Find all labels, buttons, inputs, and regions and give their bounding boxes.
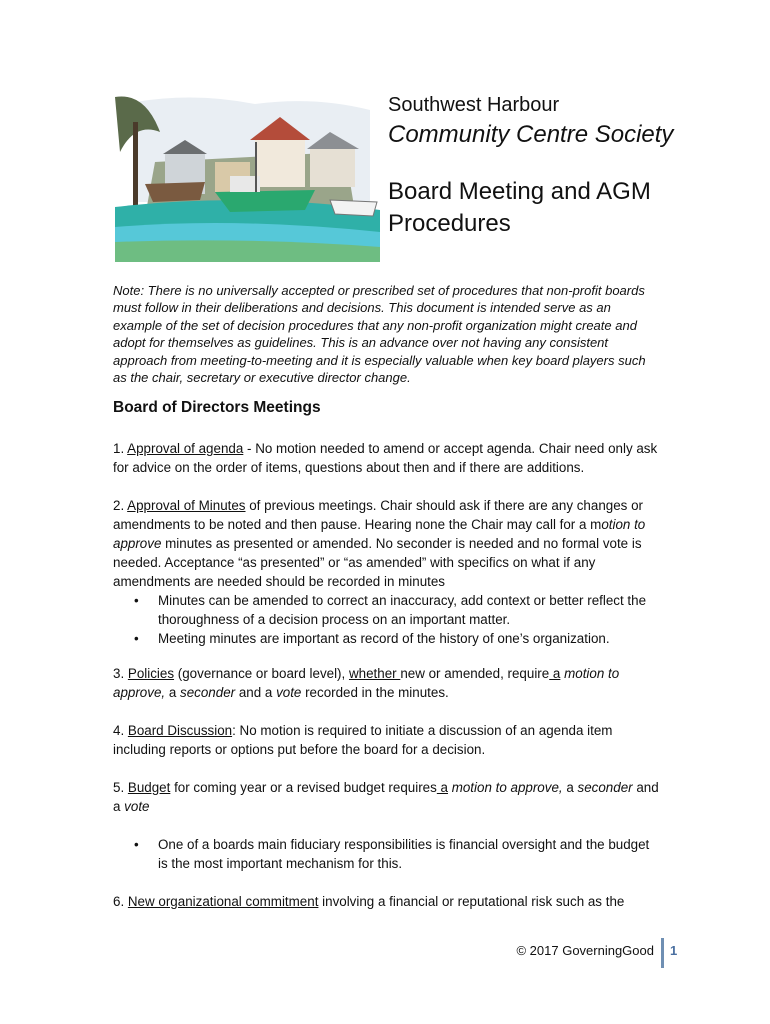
item-6 [113, 892, 661, 911]
item-link[interactable]: Approval of Minutes [127, 498, 246, 513]
item-number: 4. [113, 723, 128, 738]
item-link[interactable]: Board Discussion [127, 723, 233, 738]
item-italic: seconder [577, 780, 633, 795]
item-text: involving a financial or reputational risk such as the [318, 894, 625, 909]
item-italic: seconder [180, 685, 236, 700]
item-text: (governance or board level), [174, 666, 349, 681]
item-italic: otion to approve [113, 517, 646, 551]
item-number: 2. [113, 498, 128, 513]
item-link[interactable]: a [549, 666, 561, 681]
document-title: Board Meeting and AGM Procedures [388, 178, 651, 237]
item-text: of previous meetings. Chair should ask if there are any changes or amendments to be noted and then pause. Hearing none the Chair may call for a m [113, 498, 643, 532]
item-number: 3. [113, 666, 128, 681]
item-link[interactable]: a [436, 780, 448, 795]
item-text: a [165, 685, 181, 700]
item-link[interactable]: Budget [127, 780, 171, 795]
harbour-illustration [115, 92, 380, 262]
item-2-bullets [113, 591, 661, 648]
item-1 [113, 439, 661, 477]
item-italic: motion to approve, [113, 666, 620, 700]
item-italic: vote [124, 799, 150, 814]
item-link[interactable]: Approval of agenda [127, 441, 244, 456]
item-text: and a [113, 780, 659, 814]
org-name-line1: Southwest Harbour [388, 94, 560, 116]
footer-divider [661, 938, 664, 968]
item-3 [113, 664, 661, 702]
item-link[interactable]: Policies [127, 666, 175, 681]
footer-copyright: © 2017 GoverningGood [516, 943, 654, 958]
page-number: 1 [670, 943, 678, 958]
item-5 [113, 778, 661, 873]
item-link[interactable]: whether [348, 666, 401, 681]
item-number: 6. [113, 894, 128, 909]
item-number: 1. [113, 441, 128, 456]
item-number: 5. [113, 780, 128, 795]
item-text: and a [235, 685, 277, 700]
item-text: for coming year or a revised budget requires [170, 780, 437, 795]
item-text: a [562, 780, 578, 795]
item-text: - No motion needed to amend or accept agenda. Chair need only ask for advice on the order of items, questions about then and if there are additions. [113, 441, 658, 475]
item-text: recorded in the minutes. [301, 685, 449, 700]
bullet-item: • Minutes can be amended to correct an inaccuracy, add context or better reflect the thoroughness of a decision process on an important matter. [158, 591, 661, 629]
org-name-line2: Community Centre Society [388, 121, 674, 148]
item-4 [113, 721, 661, 759]
item-link[interactable]: New organizational commitment [127, 894, 319, 909]
item-text: minutes as presented or amended. No seconder is needed and no formal vote is needed. Acceptance “as presented” or “as amended” with specifics on what if any amendments are needed should be recorded in minutes [113, 536, 642, 589]
item-italic: motion to approve, [447, 780, 563, 795]
item-text: : No motion is required to initiate a discussion of an agenda item including reports or options put before the board for a decision. [113, 723, 613, 757]
item-text: new or amended, require [400, 666, 550, 681]
item-2 [113, 496, 661, 648]
bullet-item: • Meeting minutes are important as record of the history of one’s organization. [158, 629, 661, 648]
section-heading: Board of Directors Meetings [113, 399, 321, 416]
item-5-bullets [113, 835, 661, 873]
bullet-item: • One of a boards main fiduciary responsibilities is financial oversight and the budget is the most important mechanism for this. [158, 835, 661, 873]
note-paragraph: Note: There is no universally accepted or prescribed set of procedures that non-profit boards must follow in their deliberations and decisions. This document is intended serve as an example of the set of decision procedures that any non-profit organization might create and adopt for themselves as guidelines. This is an advance over not having any consistent approach from meeting-to-meeting and it is especially valuable when key board players such as the chair, secretary or executive director change. [113, 283, 646, 386]
item-italic: vote [276, 685, 302, 700]
